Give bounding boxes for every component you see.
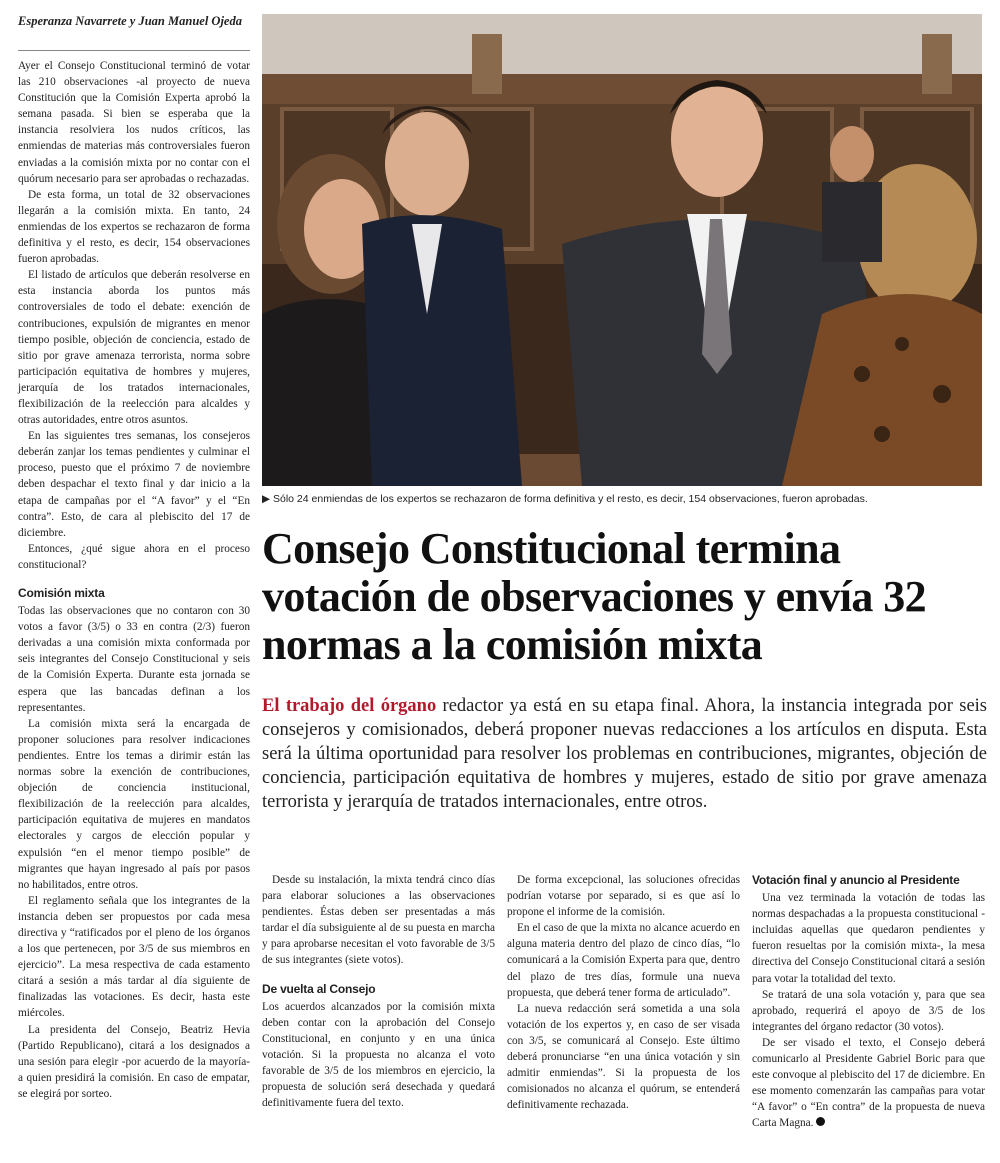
section-heading-de-vuelta-al-consejo: De vuelta al Consejo <box>262 981 376 996</box>
deck-lead: El trabajo del órgano <box>262 696 437 716</box>
article-column-1 <box>18 58 250 1102</box>
paragraph: Ayer el Consejo Constitucional terminó de votar las 210 observaciones -al proyecto de nueva Constitución que la Comisión Experta aprobó la semana pasada. Si bien se esperaba que la instancia resolviera los nudos críticos, las enmiendas de materias más controversiales fueron enviadas a la comisión mixta por no contar con el quórum necesario para ser aprobadas o rechazadas. <box>18 60 250 185</box>
paragraph: Una vez terminada la votación de todas las normas despachadas a la propuesta constitucional -incluidas aquellas que quedaron pendientes y fueron resueltas por la comisión mixta-, la mesa directiva del Consejo Constitucional citará a sesión para votar la totalidad del texto. <box>752 892 985 985</box>
paragraph: La nueva redacción será sometida a una sola votación de los expertos y, en caso de ser visada con 3/5, se comunicará al Consejo. Este último deberá pronunciarse “en una única votación y sin admitir enmiendas”. Si la propuesta de los comisionados no alcanza el quórum, se entenderá definitivamente rechazada. <box>507 1002 740 1112</box>
paragraph: El listado de artículos que deberán resolverse en esta instancia aborda los puntos más controversiales de todo el debate: exención de contribuciones, expulsión de migrantes en menor tiempo posible, objeción de conciencia, estado de sitio por grave amenaza terrorista, norma sobre participación equitativa de hombres y mujeres, jerarquía de los tratados internacionales, flexibilización de la reelección para alcaldes y otras autoridades, entre otros asuntos. <box>18 269 250 427</box>
paragraph: Se tratará de una sola votación y, para que sea aprobado, requerirá el apoyo de 3/5 de los integrantes del órgano redactor (30 votos). <box>752 988 985 1033</box>
paragraph: De forma excepcional, las soluciones ofrecidas podrían votarse por separado, si es que así lo propone el informe de la comisión. <box>507 874 740 919</box>
section-heading-votacion-final: Votación final y anuncio al Presidente <box>752 873 960 887</box>
paragraph: La presidenta del Consejo, Beatriz Hevia (Partido Republicano), citará a los designados a una sesión para elegir -por acuerdo de la mayoría- a quien presidirá la comisión. En caso de empatar, se elegirá por sorteo. <box>18 1023 250 1100</box>
article-column-2 <box>262 872 495 1111</box>
paragraph: En las siguientes tres semanas, los consejeros deberán zanjar los temas pendientes y culminar el proceso, puesto que el próximo 7 de noviembre deben despachar el texto final y dar inicio a la etapa de campañas por el “A favor” y el “En contra”. Esto, de cara al plebiscito del 17 de diciembre. <box>18 430 250 539</box>
article-photo <box>262 14 982 486</box>
paragraph: Desde su instalación, la mixta tendrá cinco días para elaborar soluciones a las observaciones pendientes. Éstas deben ser presentadas a más tardar el día subsiguiente al de su puesta en marcha y para aprobarse necesitan el voto favorable de 3/5 de sus integrantes (siete votos). <box>262 874 495 967</box>
paragraph: El reglamento señala que los integrantes de la instancia deben ser propuestos por cada mesa directiva y “ratificados por el pleno de los órganos a los que pertenecen, por 3/5 de sus miembros en ejercicio”. La mesa respectiva de cada estamento citará a sesión a más tardar al día siguiente de finalizadas las votaciones. Es decir, hasta este miércoles. <box>18 894 250 1020</box>
article-column-3 <box>507 872 740 1113</box>
end-mark-icon <box>816 1117 825 1126</box>
deck-text: redactor ya está en su etapa final. Ahora, la instancia integrada por seis consejeros y comisionados, deberá proponer nuevas redacciones a los artículos en disputa. Esta será la última oportunidad para resolver los problemas en contribuciones, migrantes, objeción de conciencia, participación equitativa de hombres y mujeres, estado de sitio por grave amenaza terrorista y jerarquía de tratados internacionales, entre otros. <box>262 696 987 812</box>
article-column-4 <box>752 872 985 1132</box>
paragraph: Entonces, ¿qué sigue ahora en el proceso constitucional? <box>18 542 250 571</box>
photo-caption: ▶ Sólo 24 enmiendas de los expertos se rechazaron de forma definitiva y el resto, es decir, 154 observaciones, fueron aprobadas. <box>262 493 868 505</box>
paragraph: La comisión mixta será la encargada de proponer soluciones para resolver indicaciones pendientes. Entre los temas a dirimir están las normas sobre la exención de contribuciones, objeción de conciencia institucional, flexibilización de la reelección para alcaldes, participación equitativa de mujeres en mandatos electorales y cargos de elección popular y expulsión “en el menor tiempo posible” de migrantes que hayan ingresado al país por pasos no habilitados, entre otros. <box>18 717 250 891</box>
byline-divider <box>18 50 250 51</box>
byline: Esperanza Navarrete y Juan Manuel Ojeda <box>18 14 242 28</box>
section-heading-comision-mixta: Comisión mixta <box>18 586 105 600</box>
photo-illustration <box>262 14 982 486</box>
deck <box>262 694 987 814</box>
headline: Consejo Constitucional termina votación de observaciones y envía 32 normas a la comisión mixta <box>262 524 927 669</box>
paragraph: En el caso de que la mixta no alcance acuerdo en alguna materia dentro del plazo de cinco días, “lo comunicará a la Comisión Experta para que, dentro del plazo de tres días, formule una nueva propuesta, que deberá tener forma de articulado”. <box>507 922 740 999</box>
paragraph: Todas las observaciones que no contaron con 30 votos a favor (3/5) o 33 en contra (2/3) fueron derivadas a una comisión mixta conformada por seis integrantes del Consejo Constitucional y seis de la Comisión Experta. Durante esta jornada se espera que las bancadas definan a los representantes. <box>18 605 250 714</box>
paragraph: Los acuerdos alcanzados por la comisión mixta deben contar con la aprobación del Consejo Constitucional, en conjunto y en una única votación. Si la propuesta no alcanza el voto favorable de 3/5 de los miembros en ejercicio, la propuesta de solución será desechada y quedará definitivamente fuera del texto. <box>262 1000 495 1110</box>
paragraph <box>752 1035 985 1132</box>
paragraph-text: De ser visado el texto, el Consejo deberá comunicarlo al Presidente Gabriel Boric para que este convoque al plebiscito del 17 de diciembre. En ese momento comenzarán las campañas para votar “A favor” o “En contra” de la propuesta de nueva Carta Magna. <box>752 1036 985 1130</box>
paragraph: De esta forma, un total de 32 observaciones llegarán a la comisión mixta. En tanto, 24 enmiendas de los expertos se rechazaron de forma definitiva y el resto, es decir, 154 observaciones fueron aprobadas. <box>18 188 250 266</box>
